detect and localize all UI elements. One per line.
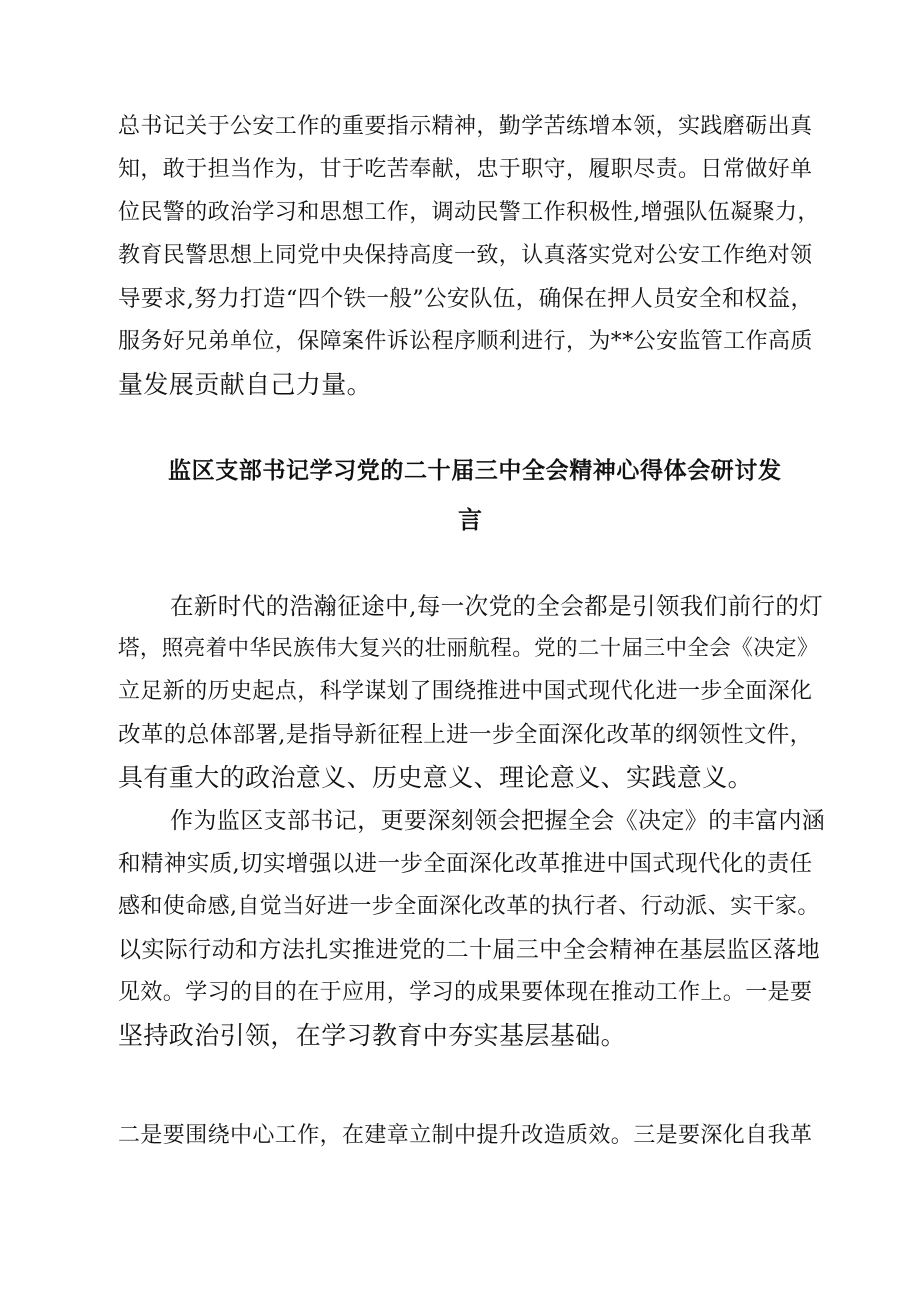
paragraph-line: 立足新的历史起点，科学谋划了围绕推进中国式现代化进一步全面深化 — [118, 679, 813, 704]
top-paragraph-line: 教育民警思想上同党中央保持高度一致，认真落实党对公安工作绝对领 — [118, 243, 813, 268]
top-paragraph-line: 导要求,努力打造“四个铁一般”公安队伍，确保在押人员安全和权益， — [118, 286, 814, 312]
top-paragraph-line: 知，敢于担当作为，甘于吃苦奉献，忠于职守，履职尽责。日常做好单 — [118, 157, 813, 182]
paragraph-line: 塔，照亮着中华民族伟大复兴的壮丽航程。党的二十届三中全会《决定》 — [118, 636, 819, 661]
section-title: 监区支部书记学习党的二十届三中全会精神心得体会研讨发 — [168, 458, 782, 484]
paragraph-line: 和精神实质,切实增强以进一步全面深化改革推进中国式现代化的责任 — [118, 851, 813, 877]
paragraph-line: 二是要围绕中心工作，在建章立制中提升改造质效。三是要深化自我革 — [118, 1123, 813, 1148]
paragraph-line: 坚持政治引领，在学习教育中夯实基层基础。 — [118, 1021, 627, 1050]
paragraph-line: 见效。学习的目的在于应用，学习的成果要体现在推动工作上。一是要 — [118, 980, 813, 1005]
paragraph-line: 以实际行动和方法扎实推进党的二十届三中全会精神在基层监区落地 — [118, 937, 820, 963]
paragraph-line: 具有重大的政治意义、历史意义、理论意义、实践意义。 — [118, 763, 754, 792]
section-title-continued: 言 — [458, 506, 483, 534]
paragraph-line: 改革的总体部署,是指导新征程上进一步全面深化改革的纲领性文件， — [118, 722, 813, 748]
top-paragraph-line: 总书记关于公安工作的重要指示精神，勤学苦练增本领，实践磨砺出真 — [118, 114, 813, 139]
top-paragraph-line: 服务好兄弟单位，保障案件诉讼程序顺利进行，为**公安监管工作高质 — [118, 329, 813, 354]
paragraph-line: 感和使命感,自觉当好进一步全面深化改革的执行者、行动派、实干家。 — [118, 894, 820, 919]
paragraph-line: 在新时代的浩瀚征途中,每一次党的全会都是引领我们前行的灯 — [170, 592, 824, 620]
paragraph-line: 作为监区支部书记，更要深刻领会把握全会《决定》的丰富内涵 — [170, 808, 826, 834]
top-paragraph-line: 量发展贡献自己力量。 — [118, 370, 373, 399]
top-paragraph-line: 位民警的政治学习和思想工作，调动民警工作积极性,增强队伍凝聚力， — [118, 200, 820, 225]
